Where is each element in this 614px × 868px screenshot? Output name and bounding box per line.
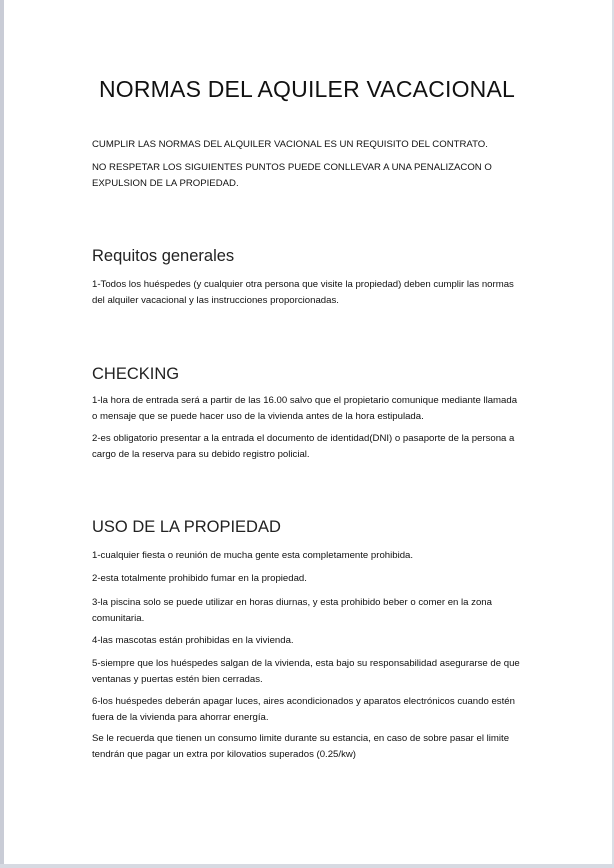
section-heading-checking: CHECKING xyxy=(92,365,180,383)
uso-rule-4: 4-las mascotas están prohibidas en la vivienda. xyxy=(92,635,294,646)
uso-rule-5: 5-siempre que los huéspedes salgan de la vivienda, esta bajo su responsabilidad asegurarse de que ventanas y puertas estén bien cerradas. xyxy=(92,658,520,685)
uso-rule-6: 6-los huéspedes deberán apagar luces, aires acondicionados y aparatos electrónicos cuando estén fuera de la vivienda para ahorrar energía. xyxy=(92,696,515,723)
section-heading-uso: USO DE LA PROPIEDAD xyxy=(92,518,281,536)
general-rule-1: 1-Todos los huéspedes (y cualquier otra persona que visite la propiedad) deben cumplir las normas del alquiler vacacional y las instrucciones proporcionadas. xyxy=(92,279,514,306)
document-title: NORMAS DEL AQUILER VACACIONAL xyxy=(98,76,516,102)
intro-requirement: CUMPLIR LAS NORMAS DEL ALQUILER VACIONAL ES UN REQUISITO DEL CONTRATO. xyxy=(92,139,488,150)
uso-reminder: Se le recuerda que tienen un consumo limite durante su estancia, en caso de sobre pasar el limite tendrán que pagar un extra por kilovatios superados (0.25/kw) xyxy=(92,733,510,760)
uso-rule-1: 1-cualquier fiesta o reunión de mucha gente esta completamente prohibida. xyxy=(92,550,414,561)
intro-penalty: NO RESPETAR LOS SIGUIENTES PUNTOS PUEDE CONLLEVAR A UNA PENALIZACON O EXPULSION DE LA PROPIEDAD. xyxy=(92,162,492,189)
section-heading-general: Requitos generales xyxy=(92,247,235,265)
uso-rule-2: 2-esta totalmente prohibido fumar en la propiedad. xyxy=(92,573,307,584)
checking-rule-2: 2-es obligatorio presentar a la entrada el documento de identidad(DNI) o pasaporte de la persona a cargo de la reserva para su debido registro policial. xyxy=(92,433,515,460)
uso-rule-3: 3-la piscina solo se puede utilizar en horas diurnas, y esta prohibido beber o comer en la zona comunitaria. xyxy=(92,597,492,624)
checking-rule-1: 1-la hora de entrada será a partir de las 16.00 salvo que el propietario comunique mediante llamada o mensaje que se puede hacer uso de la vivienda antes de la hora estipulada. xyxy=(92,395,518,422)
